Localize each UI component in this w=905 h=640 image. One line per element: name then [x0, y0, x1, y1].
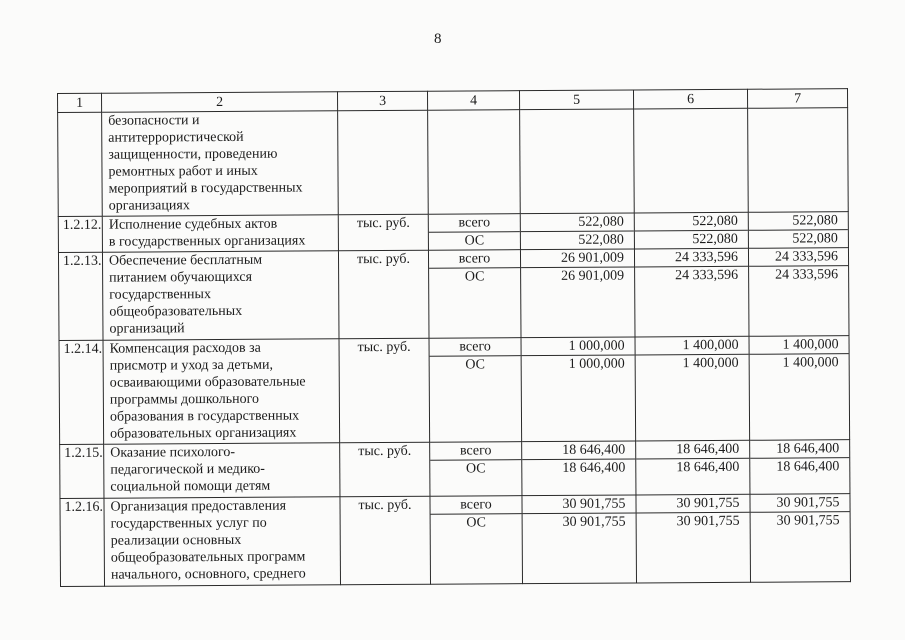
description-line: государственных [109, 287, 211, 303]
description-line: начального, основного, среднего [110, 566, 306, 583]
table-row [60, 494, 851, 587]
value-os: 24 333,596 [749, 265, 848, 284]
kind-os: ОС [430, 459, 521, 478]
description-line: питанием обучающихся [109, 269, 253, 286]
code-cell [58, 112, 103, 216]
description-cell [103, 339, 340, 444]
description-line: образования в государственных [109, 408, 300, 425]
value-os: 18 646,400 [636, 458, 749, 477]
table-row [58, 212, 848, 253]
description-line: педагогической и медико- [110, 461, 265, 478]
value-total: 522,080 [792, 213, 838, 229]
description-line: общеобразовательных программ [110, 549, 306, 566]
value-total: 30 901,755 [562, 496, 626, 512]
kind-os: ОС [430, 355, 521, 374]
description-cell [102, 111, 339, 216]
header-cell: 4 [427, 91, 519, 111]
value-total: 1 000,000 [568, 338, 625, 354]
unit-cell: тыс. руб. [339, 338, 430, 443]
table-row [58, 248, 849, 341]
description-line: ремонтных работ и иных [108, 163, 258, 180]
value-total: 24 333,596 [674, 249, 739, 266]
description-line: организаций [109, 321, 185, 337]
kind-cell [430, 442, 522, 497]
value-cell [750, 494, 851, 583]
description-cell [102, 251, 339, 340]
value-total: 30 901,755 [676, 495, 740, 512]
description-line: мероприятий в государственных [108, 180, 303, 197]
description-line: организациях [108, 198, 190, 214]
value-cell [522, 495, 637, 584]
value-os: 522,080 [749, 229, 848, 248]
code-cell: 1.2.14. [59, 340, 104, 444]
value-os: 1 000,000 [522, 354, 635, 373]
kind-total: всего [459, 443, 492, 459]
kind-cell [428, 214, 520, 251]
description-line: программы дошкольного [109, 391, 260, 408]
kind-os: ОС [429, 231, 520, 250]
value-cell [748, 248, 849, 337]
value-cell [521, 337, 636, 442]
unit-cell: тыс. руб. [340, 442, 430, 497]
code-cell: 1.2.12. [58, 216, 102, 252]
kind-cell [428, 250, 521, 339]
value-os: 522,080 [521, 230, 634, 249]
description-line: общеобразовательных [109, 303, 243, 320]
kind-os: ОС [431, 513, 522, 532]
value-total: 18 646,400 [562, 442, 626, 458]
value-total: 24 333,596 [774, 249, 839, 265]
unit-cell: тыс. руб. [340, 496, 431, 585]
description-cell [104, 443, 340, 498]
description-line: Исполнение судебных актов [108, 216, 278, 233]
value-cell [636, 494, 751, 583]
value-os: 18 646,400 [522, 458, 635, 477]
page-number: 8 [434, 31, 442, 47]
description-line: социальной помощи детям [110, 478, 271, 495]
value-os: 1 400,000 [750, 353, 849, 372]
value-cell [520, 109, 635, 214]
description-line: реализации основных [110, 532, 242, 549]
kind-cell [430, 496, 523, 585]
value-cell [520, 249, 635, 338]
description-line: в государственных организациях [108, 233, 306, 250]
value-os: 26 901,009 [521, 266, 634, 285]
description-line: Компенсация расходов за [109, 340, 261, 357]
value-cell [634, 108, 749, 213]
header-cell: 7 [747, 89, 847, 109]
value-os: 30 901,755 [637, 512, 750, 531]
table-row [59, 336, 850, 445]
unit-cell: тыс. руб. [338, 214, 428, 251]
value-cell [634, 248, 749, 337]
description-cell [102, 215, 338, 252]
value-total: 522,080 [578, 214, 624, 230]
kind-cell [429, 338, 522, 443]
value-os: 24 333,596 [635, 266, 748, 285]
value-total: 1 400,000 [682, 337, 739, 354]
value-os: 18 646,400 [750, 457, 849, 476]
value-os: 1 400,000 [636, 354, 749, 373]
value-cell [749, 336, 850, 441]
unit-cell: тыс. руб. [338, 250, 429, 339]
value-os: 30 901,755 [523, 512, 636, 531]
value-total: 30 901,755 [776, 495, 840, 511]
value-cell [520, 213, 634, 250]
value-cell [636, 440, 750, 495]
description-line: безопасности и [108, 113, 200, 129]
kind-os: ОС [429, 267, 520, 286]
description-line: образовательных организациях [110, 425, 297, 442]
description-line: присмотр и уход за детьми, [109, 357, 273, 374]
header-cell: 1 [58, 93, 102, 112]
description-line: антитеррористической [108, 129, 244, 146]
table-row [60, 440, 850, 499]
value-cell [522, 441, 636, 496]
continuation-row [58, 108, 849, 217]
value-total: 1 400,000 [782, 337, 839, 353]
kind-total: всего [458, 215, 491, 231]
value-cell [750, 440, 850, 495]
value-cell [634, 212, 748, 249]
value-total: 522,080 [692, 213, 738, 230]
description-line: Организация предоставления [110, 498, 287, 515]
value-cell [635, 336, 750, 441]
kind-cell [428, 110, 521, 215]
kind-total: всего [460, 497, 492, 513]
code-cell: 1.2.15. [60, 444, 104, 498]
code-cell: 1.2.13. [58, 252, 103, 340]
code-cell: 1.2.16. [60, 498, 105, 586]
description-line: государственных услуг по [110, 515, 267, 532]
header-cell: 3 [337, 91, 427, 111]
unit-cell [338, 110, 429, 215]
kind-total: всего [459, 339, 491, 355]
value-os: 522,080 [635, 230, 748, 249]
value-os: 30 901,755 [751, 511, 850, 530]
value-total: 18 646,400 [776, 441, 840, 457]
value-total: 26 901,009 [560, 250, 625, 266]
header-cell: 5 [519, 90, 633, 110]
value-cell [748, 108, 849, 213]
header-cell: 2 [102, 92, 338, 112]
description-line: защищенности, проведению [108, 146, 278, 163]
kind-total: всего [458, 251, 491, 267]
value-cell [748, 212, 848, 249]
description-line: Обеспечение бесплатным [108, 252, 263, 269]
description-line: Оказание психолого- [110, 444, 236, 461]
value-total: 18 646,400 [676, 441, 740, 458]
description-cell [104, 497, 341, 586]
header-cell: 6 [633, 89, 747, 109]
budget-table [57, 88, 851, 587]
description-line: осваивающими образовательные [109, 374, 306, 391]
